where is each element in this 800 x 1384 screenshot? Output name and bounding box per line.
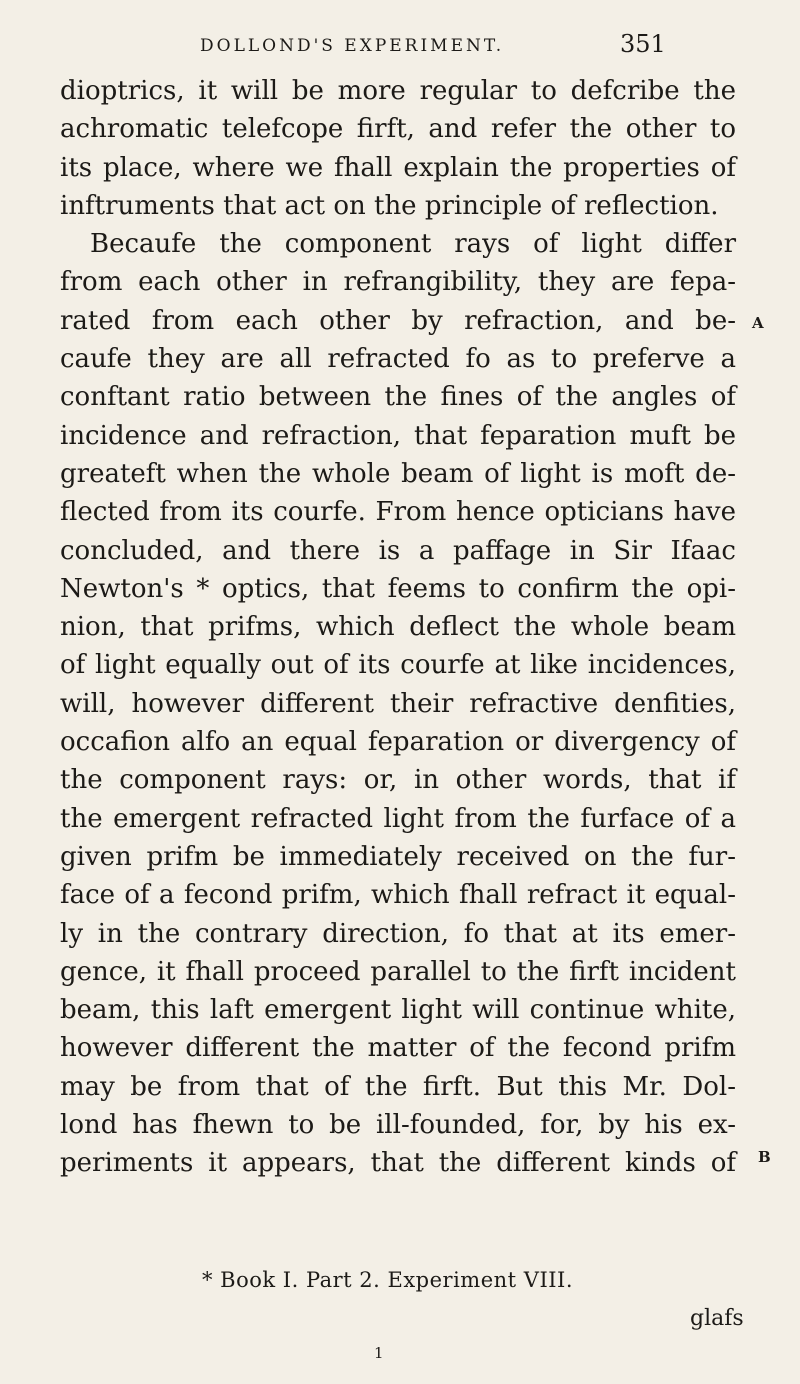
text-line: periments it appears, that the different kinds of <box>60 1148 736 1179</box>
text-line: concluded, and there is a paffage in Sir Ifaac <box>60 535 736 566</box>
body-text <box>60 72 736 1183</box>
text-line: achromatic telefcope firft, and refer the other to <box>60 114 736 145</box>
text-line: incidence and refraction, that feparation muft be <box>60 420 736 451</box>
text-line: ly in the contrary direction, fo that at its emer- <box>60 918 736 949</box>
text-line: from each other in refrangibility, they are fepa- <box>60 267 736 298</box>
text-line: Becaufe the component rays of light differ <box>90 229 736 260</box>
text-line: inftruments that act on the principle of reflection. <box>60 190 719 221</box>
text-line: given prifm be immediately received on the fur- <box>60 841 736 872</box>
catchword: glafs <box>690 1306 744 1331</box>
text-line: dioptrics, it will be more regular to defcribe the <box>60 76 736 106</box>
text-line: conftant ratio between the fines of the angles of <box>60 382 736 413</box>
page-number: 351 <box>620 30 666 58</box>
text-line: nion, that prifms, which deflect the whole beam <box>60 612 736 643</box>
footnote: * Book I. Part 2. Experiment VIII. <box>202 1268 574 1292</box>
text-line: the emergent refracted light from the furface of a <box>60 803 736 834</box>
text-line: caufe they are all refracted fo as to preferve a <box>60 344 736 375</box>
text-line: will, however different their refractive denfities, <box>60 688 736 719</box>
running-title: DOLLOND'S EXPERIMENT. <box>200 36 505 56</box>
text-line: may be from that of the firft. But this Mr. Dol- <box>60 1071 736 1102</box>
text-line: lond has fhewn to be ill-founded, for, by his ex- <box>60 1110 736 1141</box>
signature-mark: 1 <box>374 1344 384 1362</box>
text-line: rated from each other by refraction, and be- <box>60 305 736 336</box>
text-line: beam, this laft emergent light will continue white, <box>60 995 736 1026</box>
text-line: however different the matter of the fecond prifm <box>60 1033 736 1064</box>
margin-note-b: B <box>758 1148 771 1166</box>
text-line: Newton's * optics, that feems to confirm the opi- <box>60 573 736 604</box>
text-line: the component rays: or, in other words, that if <box>60 765 736 796</box>
text-line: face of a fecond prifm, which fhall refract it equal- <box>60 880 736 911</box>
text-line: of light equally out of its courfe at like incidences, <box>60 650 736 681</box>
text-line: gence, it fhall proceed parallel to the firft incident <box>60 956 736 987</box>
text-line: flected from its courfe. From hence opticians have <box>60 497 736 528</box>
margin-note-a: A <box>752 314 764 332</box>
text-line: its place, where we fhall explain the properties of <box>60 152 736 183</box>
text-line: occafion alfo an equal feparation or divergency of <box>60 727 736 758</box>
text-line: greateft when the whole beam of light is moft de- <box>60 458 736 489</box>
